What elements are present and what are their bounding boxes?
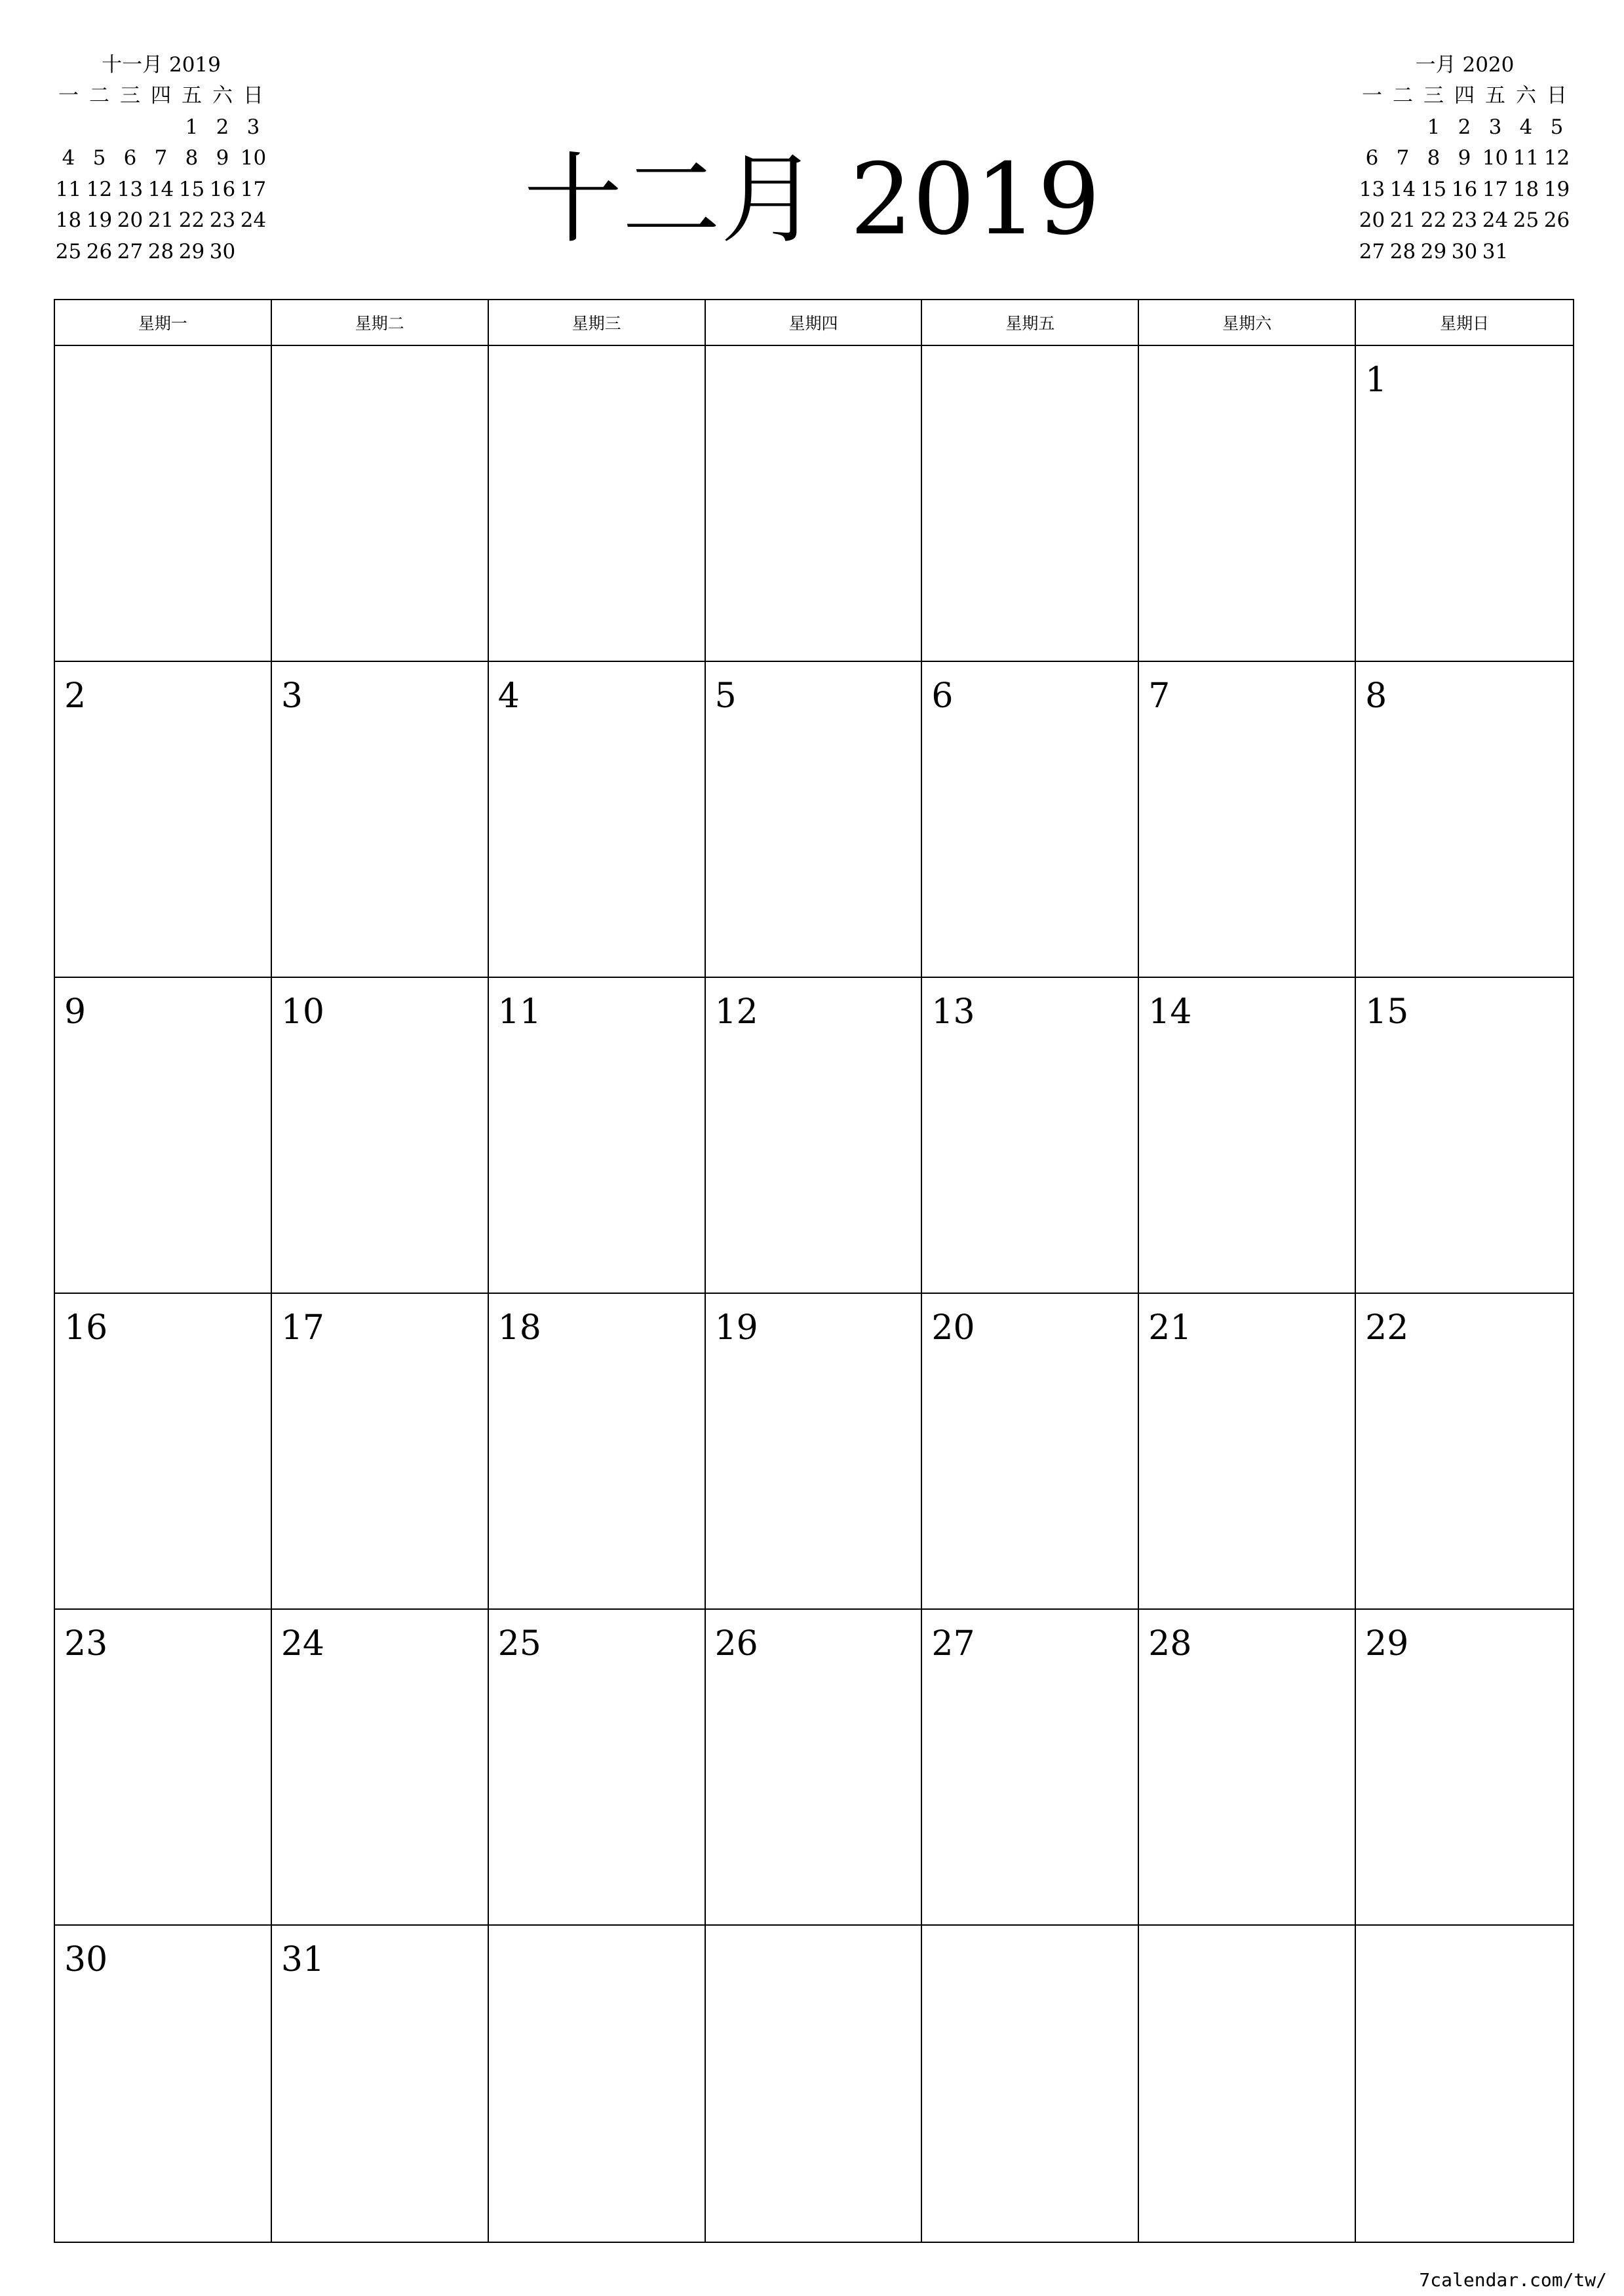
mini-day: 30 xyxy=(1451,239,1478,263)
mini-day: 27 xyxy=(117,239,144,263)
mini-weekday: 六 xyxy=(1516,84,1536,107)
mini-day: 8 xyxy=(1427,146,1440,170)
mini-day xyxy=(84,112,115,144)
day-cell[interactable] xyxy=(706,346,923,662)
mini-day: 10 xyxy=(240,146,267,170)
mini-calendar-prev-month xyxy=(53,49,269,267)
mini-day: 13 xyxy=(1359,177,1385,201)
mini-day xyxy=(238,237,269,268)
day-cell[interactable] xyxy=(706,978,923,1294)
day-number: 30 xyxy=(64,1940,108,1979)
mini-day: 16 xyxy=(1451,177,1478,201)
mini-day: 15 xyxy=(178,177,205,201)
day-cell[interactable] xyxy=(922,346,1139,662)
mini-day: 21 xyxy=(147,208,174,232)
day-number: 25 xyxy=(497,1624,541,1664)
mini-day: 28 xyxy=(147,239,174,263)
day-cell[interactable] xyxy=(272,346,489,662)
day-cell[interactable] xyxy=(922,1610,1139,1926)
mini-day: 30 xyxy=(209,239,236,263)
day-number: 28 xyxy=(1148,1624,1192,1664)
mini-day: 26 xyxy=(1543,208,1570,232)
day-number: 2 xyxy=(64,676,87,716)
mini-day: 17 xyxy=(240,177,267,201)
mini-day: 20 xyxy=(1359,208,1385,232)
day-number: 4 xyxy=(497,676,520,716)
mini-day: 19 xyxy=(86,208,113,232)
day-number: 11 xyxy=(497,992,541,1032)
day-cell[interactable] xyxy=(922,1926,1139,2242)
mini-weekday: 四 xyxy=(1454,84,1475,107)
mini-day: 28 xyxy=(1389,239,1416,263)
mini-day: 24 xyxy=(1482,208,1509,232)
day-cell[interactable] xyxy=(1139,978,1356,1294)
mini-day: 22 xyxy=(1420,208,1447,232)
mini-calendar-title: 十一月 2019 xyxy=(102,53,221,77)
mini-day: 6 xyxy=(1365,146,1379,170)
day-number: 29 xyxy=(1365,1624,1409,1664)
mini-day: 4 xyxy=(62,146,75,170)
day-cell[interactable] xyxy=(706,1610,923,1926)
day-cell[interactable] xyxy=(1139,662,1356,978)
day-cell[interactable] xyxy=(922,1294,1139,1610)
page-title: 十二月 2019 xyxy=(524,143,1100,257)
day-cell[interactable] xyxy=(1356,346,1573,662)
mini-weekday: 一 xyxy=(1362,84,1382,107)
mini-weekday: 三 xyxy=(1423,84,1444,107)
mini-day xyxy=(1357,112,1387,144)
mini-day: 18 xyxy=(1513,177,1539,201)
day-cell[interactable] xyxy=(1356,978,1573,1294)
day-cell[interactable] xyxy=(55,1610,272,1926)
day-cell[interactable] xyxy=(1139,1294,1356,1610)
day-number: 16 xyxy=(64,1308,108,1348)
mini-day: 4 xyxy=(1519,115,1533,139)
mini-day: 1 xyxy=(185,115,199,139)
mini-calendar-grid xyxy=(1357,81,1573,267)
month-grid xyxy=(54,299,1574,2243)
day-number: 22 xyxy=(1365,1308,1409,1348)
mini-day: 2 xyxy=(1458,115,1471,139)
day-number: 5 xyxy=(714,676,737,716)
day-cell[interactable] xyxy=(489,1926,706,2242)
day-cell[interactable] xyxy=(1139,1926,1356,2242)
mini-day: 26 xyxy=(86,239,113,263)
mini-day: 3 xyxy=(246,115,260,139)
mini-day: 11 xyxy=(55,177,82,201)
day-cell[interactable] xyxy=(1356,1926,1573,2242)
mini-day: 7 xyxy=(154,146,168,170)
mini-weekday: 六 xyxy=(212,84,233,107)
day-number: 7 xyxy=(1148,676,1170,716)
mini-day xyxy=(53,112,84,144)
day-cell[interactable] xyxy=(706,662,923,978)
day-cell[interactable] xyxy=(489,978,706,1294)
mini-weekday: 三 xyxy=(120,84,140,107)
mini-weekday: 二 xyxy=(89,84,109,107)
mini-weekday: 五 xyxy=(182,84,202,107)
day-number: 14 xyxy=(1148,992,1192,1032)
day-cell[interactable] xyxy=(1356,662,1573,978)
day-number: 8 xyxy=(1365,676,1387,716)
mini-day: 1 xyxy=(1427,115,1440,139)
mini-day xyxy=(115,112,145,144)
day-number: 21 xyxy=(1148,1308,1192,1348)
mini-calendar-next-month xyxy=(1357,49,1573,267)
mini-day xyxy=(1511,237,1541,268)
mini-day: 29 xyxy=(1420,239,1447,263)
mini-day: 14 xyxy=(147,177,174,201)
weekday-header: 星期日 xyxy=(1356,300,1573,346)
mini-weekday: 日 xyxy=(1547,84,1567,107)
weekday-header: 星期六 xyxy=(1139,300,1356,346)
mini-calendar-grid xyxy=(53,81,269,267)
mini-day: 5 xyxy=(92,146,106,170)
day-number: 17 xyxy=(280,1308,325,1348)
day-cell[interactable] xyxy=(706,1926,923,2242)
day-number: 13 xyxy=(931,992,975,1032)
day-cell[interactable] xyxy=(55,1926,272,2242)
mini-day: 18 xyxy=(55,208,82,232)
mini-day: 23 xyxy=(209,208,236,232)
mini-weekday: 四 xyxy=(151,84,171,107)
day-cell[interactable] xyxy=(706,1294,923,1610)
mini-day: 8 xyxy=(185,146,199,170)
mini-day: 12 xyxy=(86,177,113,201)
mini-day: 24 xyxy=(240,208,267,232)
mini-day: 21 xyxy=(1389,208,1416,232)
mini-day: 27 xyxy=(1359,239,1385,263)
day-cell[interactable] xyxy=(489,1294,706,1610)
day-cell[interactable] xyxy=(55,662,272,978)
day-cell[interactable] xyxy=(55,346,272,662)
day-cell[interactable] xyxy=(1356,1610,1573,1926)
footer-url: 7calendar.com/tw/ xyxy=(1419,2269,1607,2291)
mini-day: 11 xyxy=(1513,146,1539,170)
day-number: 26 xyxy=(714,1624,758,1664)
day-number: 12 xyxy=(714,992,758,1032)
mini-day: 22 xyxy=(178,208,205,232)
day-number: 18 xyxy=(497,1308,541,1348)
day-number: 1 xyxy=(1365,360,1387,400)
mini-day: 20 xyxy=(117,208,144,232)
mini-day: 7 xyxy=(1396,146,1410,170)
day-number: 19 xyxy=(714,1308,758,1348)
day-number: 27 xyxy=(931,1624,975,1664)
day-cell[interactable] xyxy=(272,1610,489,1926)
mini-day: 10 xyxy=(1482,146,1509,170)
day-number: 23 xyxy=(64,1624,108,1664)
day-cell[interactable] xyxy=(489,346,706,662)
mini-day: 25 xyxy=(1513,208,1539,232)
mini-day: 13 xyxy=(117,177,144,201)
day-number: 10 xyxy=(280,992,325,1032)
day-cell[interactable] xyxy=(272,1294,489,1610)
mini-day: 25 xyxy=(55,239,82,263)
day-cell[interactable] xyxy=(1139,346,1356,662)
day-cell[interactable] xyxy=(272,1926,489,2242)
mini-day: 31 xyxy=(1482,239,1509,263)
mini-day: 5 xyxy=(1550,115,1564,139)
day-cell[interactable] xyxy=(922,662,1139,978)
day-cell[interactable] xyxy=(272,978,489,1294)
mini-day: 9 xyxy=(1458,146,1471,170)
day-cell[interactable] xyxy=(1139,1610,1356,1926)
mini-day xyxy=(1387,112,1418,144)
mini-weekday: 日 xyxy=(243,84,263,107)
mini-weekday: 五 xyxy=(1485,84,1505,107)
weekday-header: 星期五 xyxy=(922,300,1139,346)
mini-calendar-title: 一月 2020 xyxy=(1415,53,1515,77)
mini-day: 3 xyxy=(1488,115,1502,139)
mini-day: 16 xyxy=(209,177,236,201)
day-number: 31 xyxy=(280,1940,325,1979)
mini-day: 14 xyxy=(1389,177,1416,201)
day-cell[interactable] xyxy=(55,1294,272,1610)
day-cell[interactable] xyxy=(489,662,706,978)
day-cell[interactable] xyxy=(55,978,272,1294)
mini-day: 23 xyxy=(1451,208,1478,232)
mini-day: 2 xyxy=(216,115,229,139)
day-cell[interactable] xyxy=(272,662,489,978)
mini-day: 15 xyxy=(1420,177,1447,201)
day-cell[interactable] xyxy=(489,1610,706,1926)
mini-day: 19 xyxy=(1543,177,1570,201)
weekday-header: 星期一 xyxy=(55,300,272,346)
weekday-header: 星期四 xyxy=(706,300,923,346)
day-number: 15 xyxy=(1365,992,1409,1032)
mini-day: 6 xyxy=(123,146,137,170)
mini-weekday: 一 xyxy=(58,84,79,107)
mini-day xyxy=(145,112,176,144)
day-number: 20 xyxy=(931,1308,975,1348)
mini-weekday: 二 xyxy=(1393,84,1413,107)
day-number: 24 xyxy=(280,1624,325,1664)
day-cell[interactable] xyxy=(922,978,1139,1294)
day-number: 6 xyxy=(931,676,954,716)
day-cell[interactable] xyxy=(1356,1294,1573,1610)
day-number: 9 xyxy=(64,992,87,1032)
mini-day: 12 xyxy=(1543,146,1570,170)
mini-day: 9 xyxy=(216,146,229,170)
mini-day: 29 xyxy=(178,239,205,263)
mini-day xyxy=(1541,237,1572,268)
weekday-header: 星期二 xyxy=(272,300,489,346)
weekday-header: 星期三 xyxy=(489,300,706,346)
day-number: 3 xyxy=(280,676,303,716)
mini-day: 17 xyxy=(1482,177,1509,201)
